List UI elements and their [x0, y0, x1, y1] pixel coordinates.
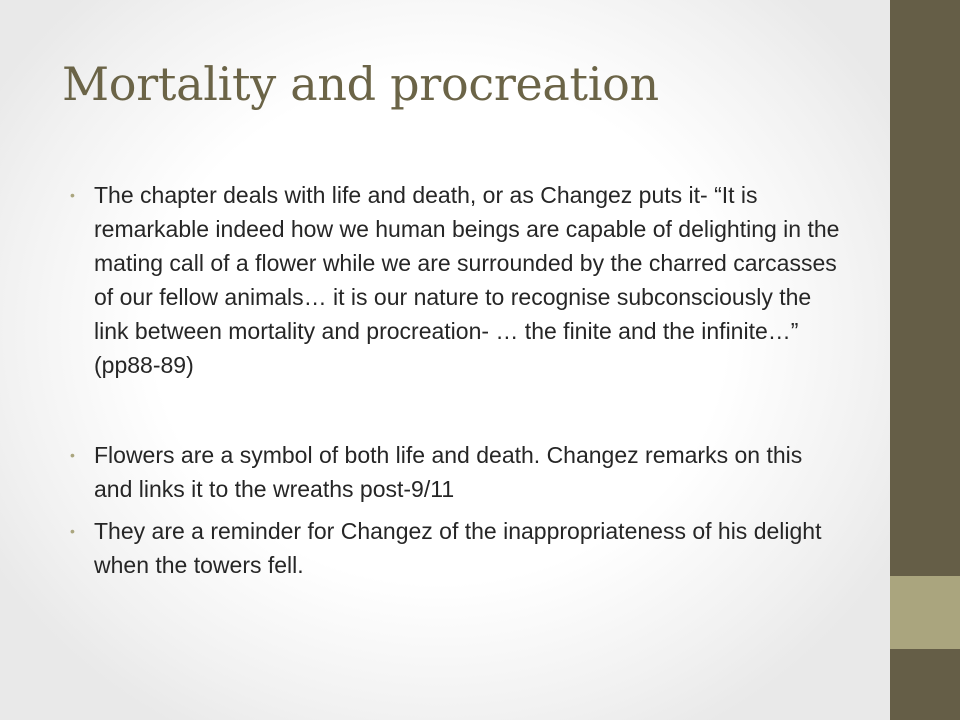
- bullet-list: [70, 178, 840, 582]
- bullet-item: [70, 178, 840, 382]
- bullet-text: Flowers are a symbol of both life and death. Changez remarks on this and links it to the wreaths post-9/11: [94, 442, 803, 502]
- bullet-item: [70, 438, 840, 506]
- bullet-text: The chapter deals with life and death, or as Changez puts it- “It is remarkable indeed how we human beings are capable of delighting in the mating call of a flower while we are surrounded by the charred carcasses of our fellow animals… it is our nature to recognise subconsciously the link between mortality and procreation- … the finite and the infinite…” (pp88-89): [94, 182, 840, 378]
- bullet-dot-icon: •: [70, 447, 75, 463]
- decorative-side-bar-accent: [890, 576, 960, 649]
- bullet-text: They are a reminder for Changez of the inappropriateness of his delight when the towers fell.: [94, 518, 822, 578]
- bullet-dot-icon: •: [70, 187, 75, 203]
- slide-title: Mortality and procreation: [62, 57, 659, 111]
- bullet-dot-icon: •: [70, 523, 75, 539]
- bullet-item: [70, 514, 840, 582]
